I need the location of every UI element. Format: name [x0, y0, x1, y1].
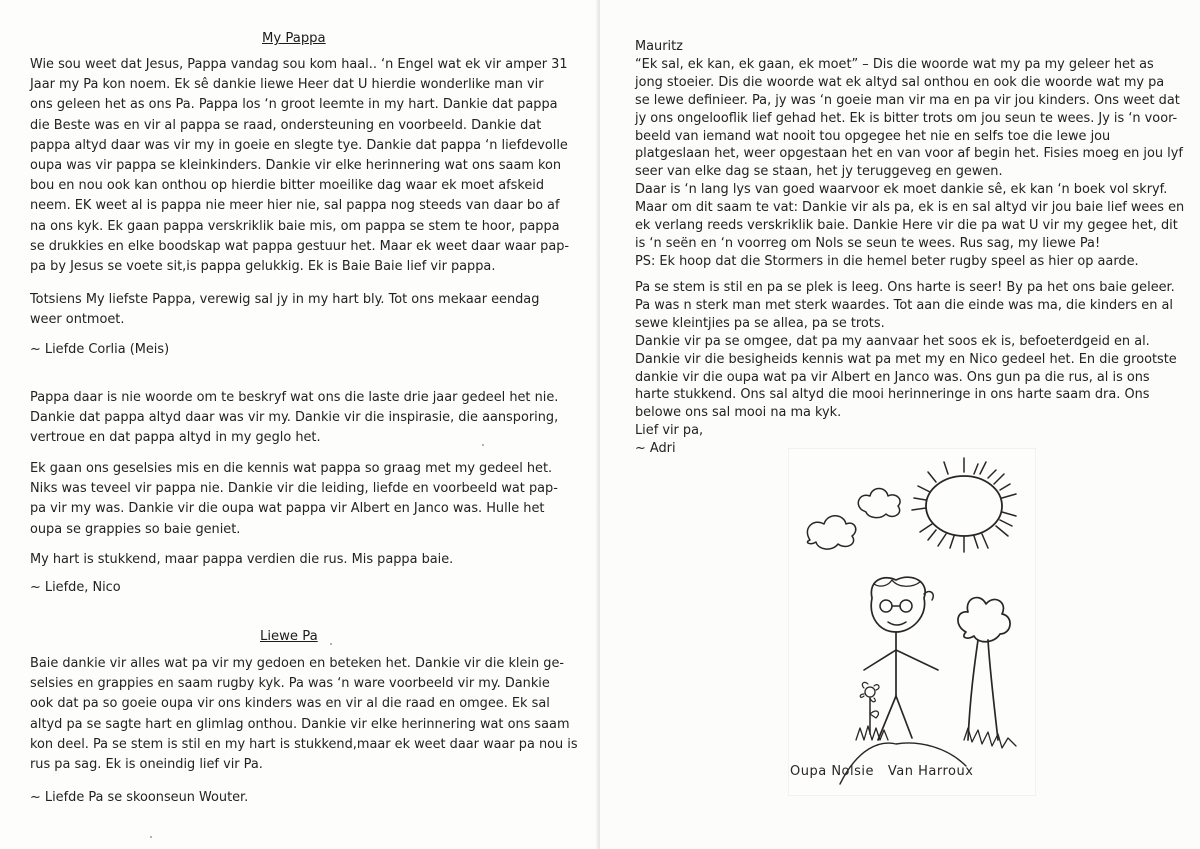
text-line: oupa was vir pappa se kleinkinders. Dankie vir elke herinnering wat ons saam kon [30, 158, 562, 174]
text-line: seer van elke dag se staan, het jy teruggeveg en gewen. [635, 164, 1003, 180]
text-line: altyd pa se sagte hart en glimlag onthou. Dankie vir elke herinnering wat ons saam [30, 716, 570, 732]
tribute-corlia [30, 55, 595, 277]
tribute-adri [635, 279, 1195, 458]
text-line: ons geleen het as ons Pa. Pappa los ‘n groot leemte in my hart. Dankie dat pappa [30, 97, 558, 113]
closing-corlia [30, 290, 595, 330]
text-line: ook dat pa so goeie oupa vir ons kinders was en vir al die raad en omgee. Ek sal [30, 696, 550, 712]
tribute-wouter [30, 654, 595, 775]
text-line: die Beste was en vir al pappa se raad, ondersteuning en voorbeeld. Dankie dat [30, 117, 542, 133]
text-line: se lewe definieer. Pa, jy was ‘n goeie man vir ma en pa vir jou kinders. Ons weet dat [635, 92, 1180, 108]
text-line: Pappa daar is nie woorde om te beskryf wat ons die laste drie jaar gedeel het nie. [30, 390, 559, 405]
text-line: se drukkies en elke boodskap wat pappa gestuur het. Maar ek weet daar waar pap- [30, 238, 570, 254]
text-line: Dankie dat pappa altyd daar was vir my. Dankie vir die inspirasie, die aansporing, [30, 410, 559, 426]
text-line: Wie sou weet dat Jesus, Pappa vandag sou kom haal.. ‘n Engel wat ek vir amper 31 [30, 57, 568, 72]
text-line: oupa se grappies so baie geniet. [30, 521, 241, 537]
text-line: Niks was teveel vir pappa nie. Dankie vir die leiding, liefde en voorbeeld wat pap- [30, 481, 558, 497]
text-line: sewe kleintjies pa se allea, pa se trots. [635, 315, 885, 331]
text-line: weer ontmoet. [30, 312, 125, 328]
text-line: My hart is stukkend, maar pappa verdien die rus. Mis pappa baie. [30, 552, 454, 567]
text-line: na ons kyk. Ek gaan pappa verskriklik baie mis, om pappa se stem te hoor, pappa [30, 218, 560, 234]
drawing-caption: Oupa Nolsie Van Harroux [790, 764, 974, 779]
text-line: ek verlang reeds verskriklik baie. Dankie Here vir die pa wat U vir my gegee het, dit [635, 218, 1178, 234]
text-line: pa by Jesus se voete sit,is pappa gelukkig. Ek is Baie Baie lief vir pappa. [30, 259, 496, 275]
text-line: pappa altyd daar was vir my in goeie en slegte tye. Dankie dat pappa ‘n liefdevolle [30, 137, 568, 153]
tribute-mauritz [635, 38, 1195, 271]
text-line: Dankie vir die besigheids kennis wat pa met my en Nico gedeel het. En die grootste [635, 351, 1177, 367]
text-line: Maar om dit saam te vat: Dankie vir als pa, ek is en sal altyd vir jou baie lief wees en [635, 200, 1185, 216]
speck [482, 444, 484, 446]
text-line: jong stoeier. Dis die woorde wat ek altyd sal onthou en ook die woorde wat my pa [635, 74, 1165, 90]
text-line: jy ons ongelooflik lief gehad het. Ek is bitter trots om jou seun te wees. Jy is ‘n voor- [635, 110, 1178, 126]
text-line: Baie dankie vir alles wat pa vir my gedoen en beteken het. Dankie vir die klein ge- [30, 656, 565, 671]
text-line: Daar is ‘n lang lys van goed waarvoor ek moet dankie sê, ek kan ‘n boek vol skryf. [635, 182, 1168, 198]
title-my-pappa: My Pappa [262, 31, 326, 46]
text-line: beeld van iemand wat nooit tou opgegee het nie en selfs toe die lewe jou [635, 128, 1111, 144]
tribute-nico-para1 [30, 388, 595, 449]
text-line: harte stukkend. Ons sal altyd die mooi herinneringe in ons harte saam dra. Ons [635, 387, 1150, 403]
text-line: platgeslaan het, weer opgestaan het en van voor af begin het. Fisies moeg en jou lyf [635, 146, 1183, 162]
text-line: ~ Adri [635, 441, 676, 457]
tribute-nico-para2 [30, 459, 595, 540]
text-line: Lief vir pa, [635, 423, 704, 439]
author-name: Mauritz [635, 39, 683, 54]
signoff-corlia: ~ Liefde Corlia (Meis) [30, 342, 170, 357]
text-line: PS: Ek hoop dat die Stormers in die hemel beter rugby speel as hier op aarde. [635, 253, 1139, 269]
text-line: Totsiens My liefste Pappa, verewig sal jy in my hart bly. Tot ons mekaar eendag [30, 292, 540, 307]
tribute-nico-para3 [30, 550, 595, 570]
text-line: Dankie vir pa se omgee, dat pa my aanvaar het soos ek is, befoeterdgeid en al. [635, 333, 1150, 349]
text-line: belowe ons sal mooi na ma kyk. [635, 405, 842, 421]
speck [330, 643, 332, 645]
drawing-paper [788, 448, 1036, 796]
title-liewe-pa: Liewe Pa [260, 629, 318, 644]
text-line: Ek gaan ons geselsies mis en die kennis wat pappa so graag met my gedeel het. [30, 461, 553, 476]
text-line: rus pa sag. Ek is oneindig lief vir Pa. [30, 757, 263, 773]
speck [150, 836, 152, 838]
text-line: neem. EK weet al is pappa nie meer hier nie, sal pappa nog steeds van daar bo af [30, 198, 560, 214]
text-line: Jaar my Pa kon noem. Ek sê dankie liewe Heer dat U hierdie wonderlike man vir [30, 77, 544, 93]
text-line: vertroue en dat pappa altyd in my geglo het. [30, 430, 321, 446]
text-line: bou en nou ook kan onthou op hierdie bitter moeilike dag waar ek moet afskeid [30, 178, 545, 194]
signoff-wouter: ~ Liefde Pa se skoonseun Wouter. [30, 790, 249, 805]
text-line: Pa se stem is stil en pa se plek is leeg. Ons harte is seer! By pa het ons baie geleer. [635, 280, 1175, 295]
text-line: pa vir my was. Dankie vir die oupa wat pappa vir Albert en Janco was. Hulle het [30, 501, 545, 517]
text-line: is ‘n seën en ‘n voorreg om Nols se seun te wees. Rus sag, my liewe Pa! [635, 235, 1101, 251]
signoff-nico: ~ Liefde, Nico [30, 580, 121, 595]
text-line: dankie vir die oupa wat pa vir Albert en Janco was. Ons gun pa die rus, al is ons [635, 369, 1150, 385]
text-line: kon deel. Pa se stem is stil en my hart is stukkend,maar ek weet daar waar pa nou is [30, 736, 578, 752]
text-line: selsies en grappies en saam rugby kyk. Pa was ‘n ware voorbeeld vir my. Dankie [30, 676, 550, 692]
child-drawing [788, 448, 1036, 796]
text-line: “Ek sal, ek kan, ek gaan, ek moet” – Dis die woorde wat my pa my geleer het as [635, 56, 1154, 72]
text-line: Pa was n sterk man met sterk waardes. Tot aan die einde was ma, die kinders en al [635, 297, 1173, 313]
